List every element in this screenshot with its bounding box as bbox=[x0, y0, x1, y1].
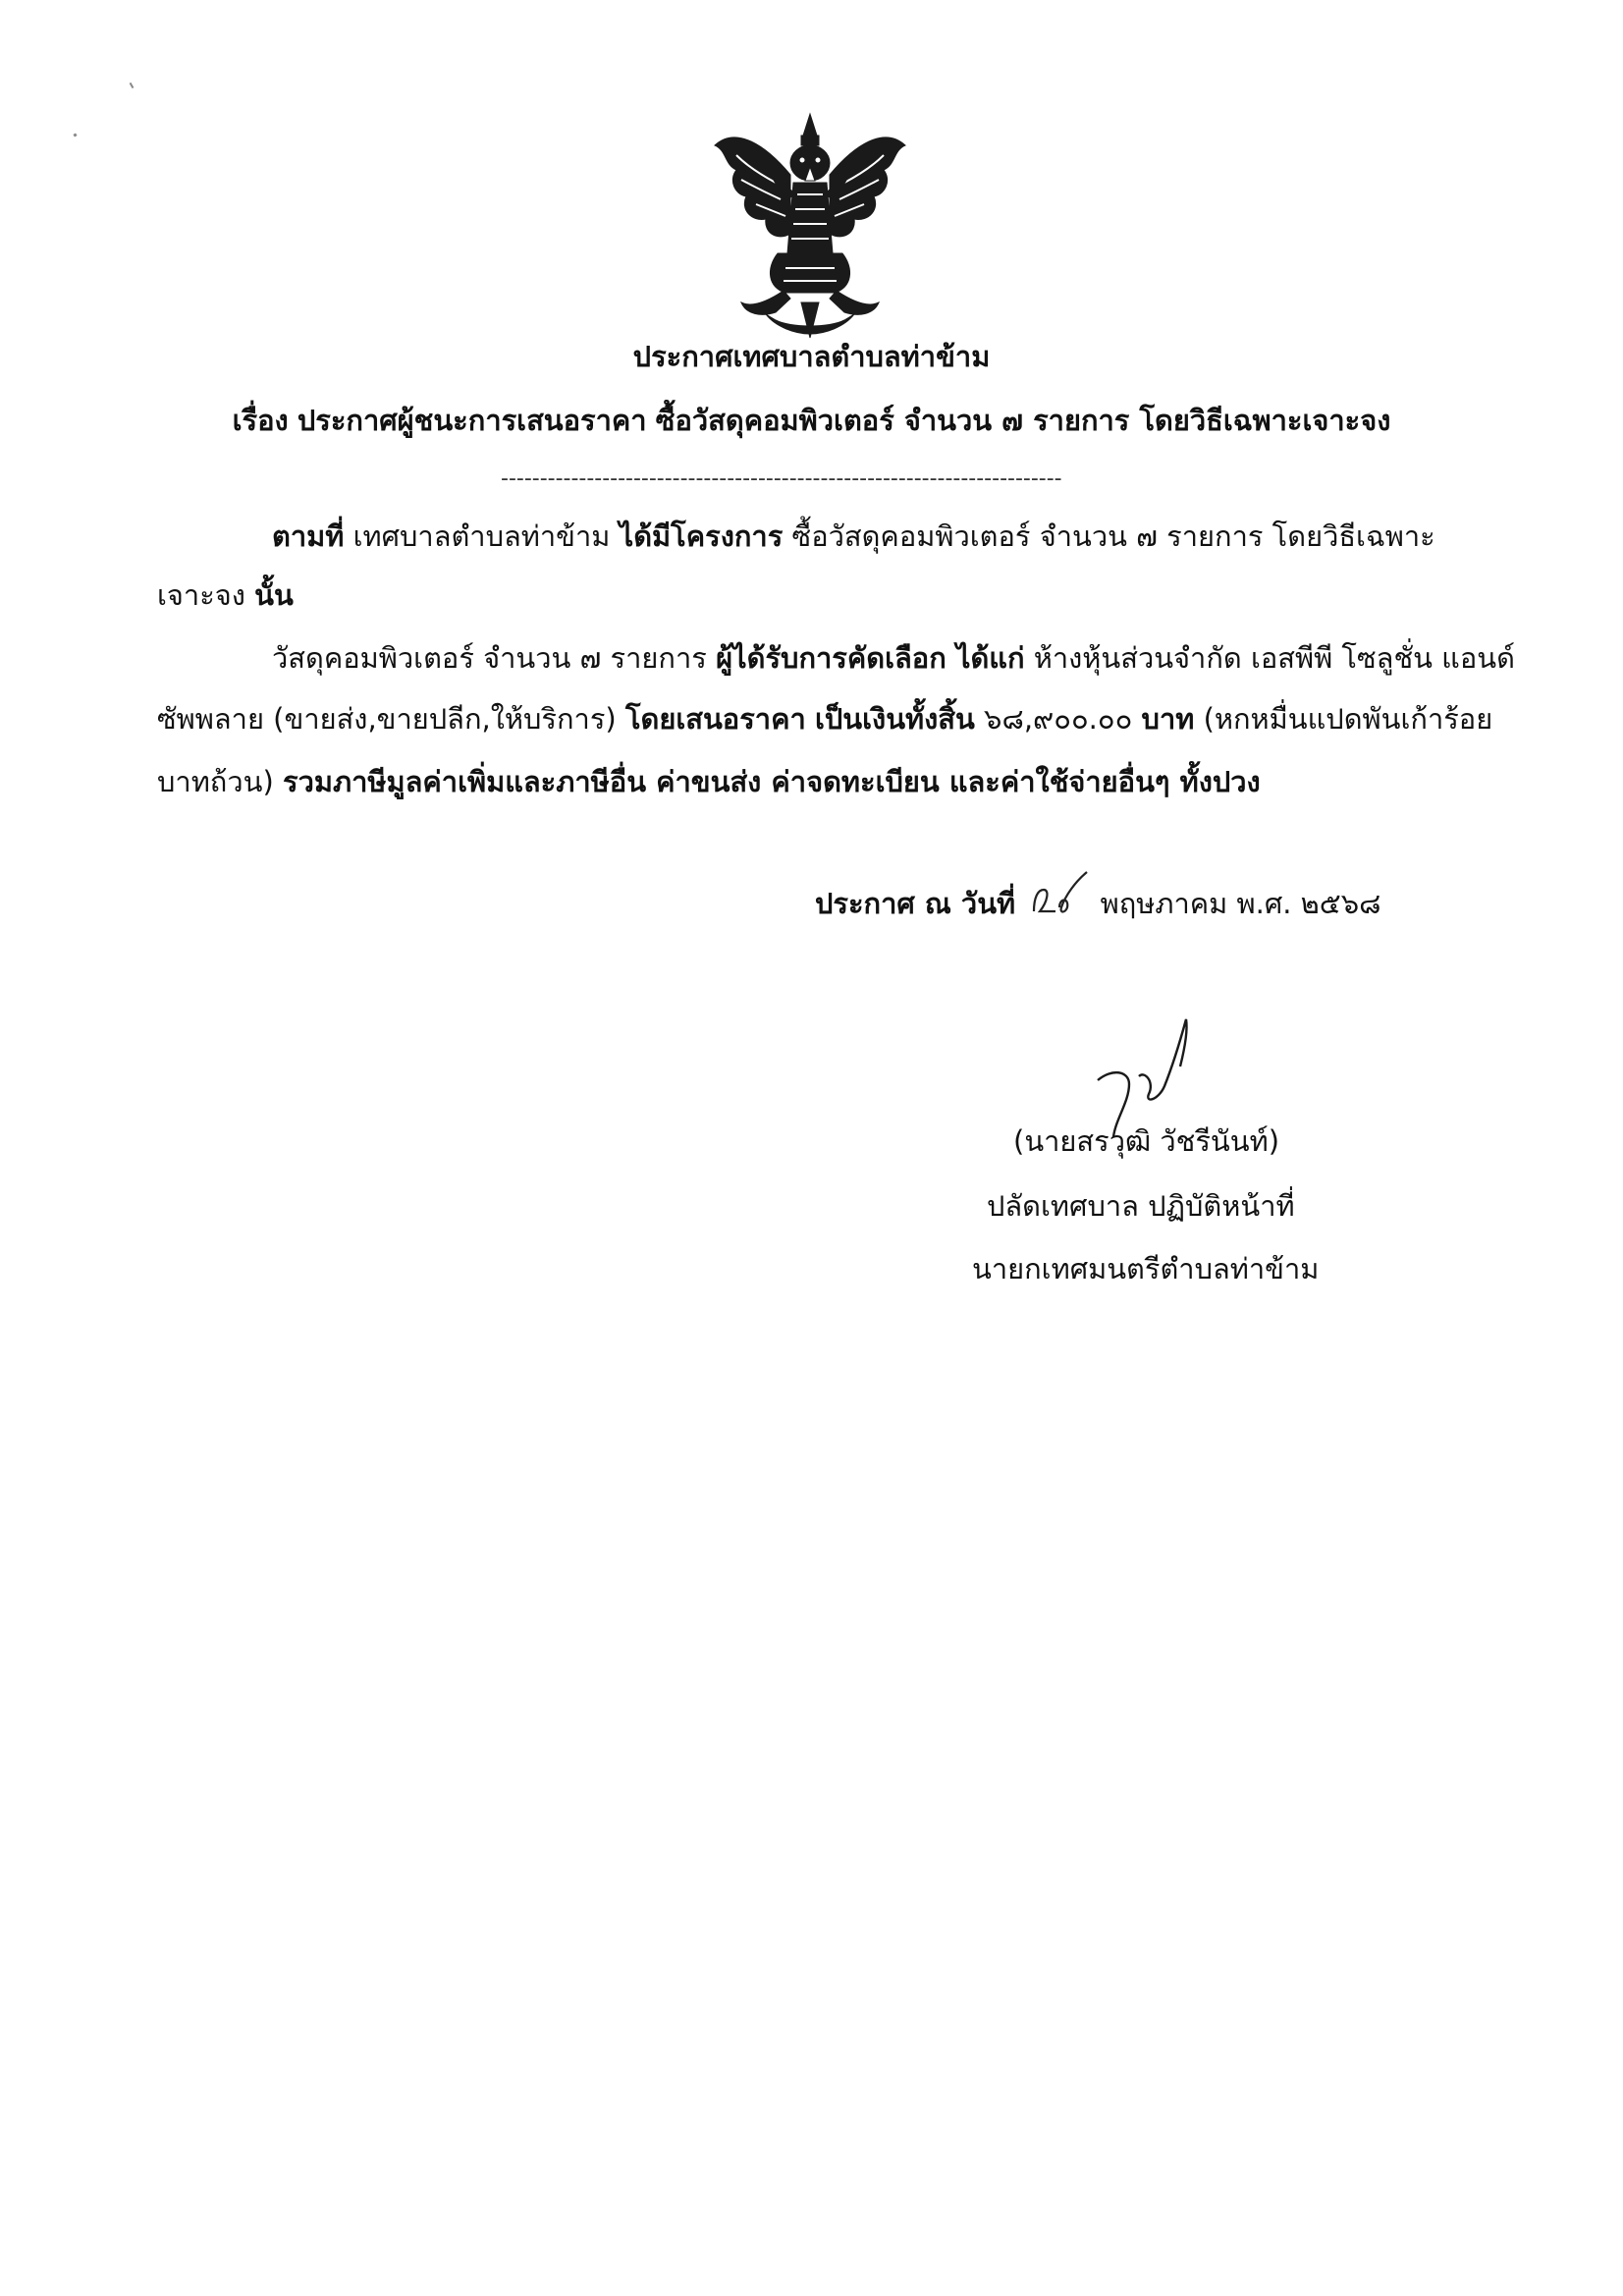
paragraph-2-line-1 bbox=[272, 638, 1515, 678]
p1-cont: เจาะจง bbox=[157, 578, 245, 612]
announcement-title: ประกาศเทศบาลตำบลท่าข้าม bbox=[632, 340, 991, 373]
p1-org: เทศบาลตำบลท่าข้าม bbox=[352, 519, 611, 553]
p1-bold: ได้มีโครงการ bbox=[619, 519, 784, 553]
p2-total-label: เป็นเงินทั้งสิ้น bbox=[814, 702, 975, 736]
signatory-position: ปลัดเทศบาล ปฏิบัติหน้าที่ bbox=[987, 1189, 1295, 1223]
paragraph-2-line-2 bbox=[157, 699, 1492, 738]
date-prefix: ประกาศ ณ วันที่ bbox=[815, 887, 1016, 920]
signatory-name: (นายสรวุฒิ วัชรีนันท์) bbox=[1013, 1124, 1280, 1158]
p2-vendor-2: ซัพพลาย (ขายส่ง,ขายปลีก,ให้บริการ) bbox=[157, 702, 617, 736]
p2-bold: ผู้ได้รับการคัดเลือก ได้แก่ bbox=[716, 641, 1025, 675]
p2-words-2: บาทถ้วน) bbox=[157, 765, 274, 798]
signature-icon bbox=[1090, 1011, 1208, 1139]
subject-rest: ซื้อวัสดุคอมพิวเตอร์ จำนวน ๗ รายการ โดยวิธีเฉพาะเจาะจง bbox=[655, 404, 1391, 437]
p2-tax: รวมภาษีมูลค่าเพิ่มและภาษีอื่น ค่าขนส่ง ค่าจดทะเบียน และค่าใช้จ่ายอื่นๆ ทั้งปวง bbox=[283, 765, 1261, 798]
p2-baht: บาท bbox=[1141, 702, 1195, 736]
p1-end: นั้น bbox=[254, 578, 294, 612]
scan-speck bbox=[130, 82, 135, 88]
separator-line: ------------------------------------------------------------------------ bbox=[501, 466, 1062, 491]
paragraph-1-line-1 bbox=[272, 517, 1435, 556]
scan-speck bbox=[73, 133, 77, 137]
p1-rest: ซื้อวัสดุคอมพิวเตอร์ จำนวน ๗ รายการ โดยวิธีเฉพาะ bbox=[791, 519, 1435, 553]
garuda-emblem-icon bbox=[707, 106, 913, 342]
handwritten-day-icon bbox=[1030, 868, 1089, 923]
handwritten-day bbox=[1030, 882, 1085, 919]
p2-amount: ๖๘,๙๐๐.๐๐ bbox=[984, 702, 1133, 736]
subject-label: เรื่อง bbox=[232, 404, 289, 437]
announcement-subject bbox=[0, 401, 1623, 440]
paragraph-1-line-2 bbox=[157, 575, 294, 615]
p2-words: (หกหมื่นแปดพันเก้าร้อย bbox=[1203, 702, 1493, 736]
p1-lead: ตามที่ bbox=[272, 519, 345, 553]
date-month-year: พฤษภาคม พ.ศ. ๒๕๖๘ bbox=[1100, 887, 1381, 920]
subject-bold: ประกาศผู้ชนะการเสนอราคา bbox=[297, 404, 647, 437]
paragraph-2-line-3 bbox=[157, 762, 1261, 801]
p2-offer: โดยเสนอราคา bbox=[624, 702, 806, 736]
signatory-office: นายกเทศมนตรีตำบลท่าข้าม bbox=[972, 1252, 1320, 1285]
p2-item: วัสดุคอมพิวเตอร์ จำนวน ๗ รายการ bbox=[272, 641, 707, 675]
announcement-date bbox=[815, 882, 1381, 923]
p2-vendor: ห้างหุ้นส่วนจำกัด เอสพีพี โซลูชั่น แอนด์ bbox=[1033, 641, 1515, 675]
